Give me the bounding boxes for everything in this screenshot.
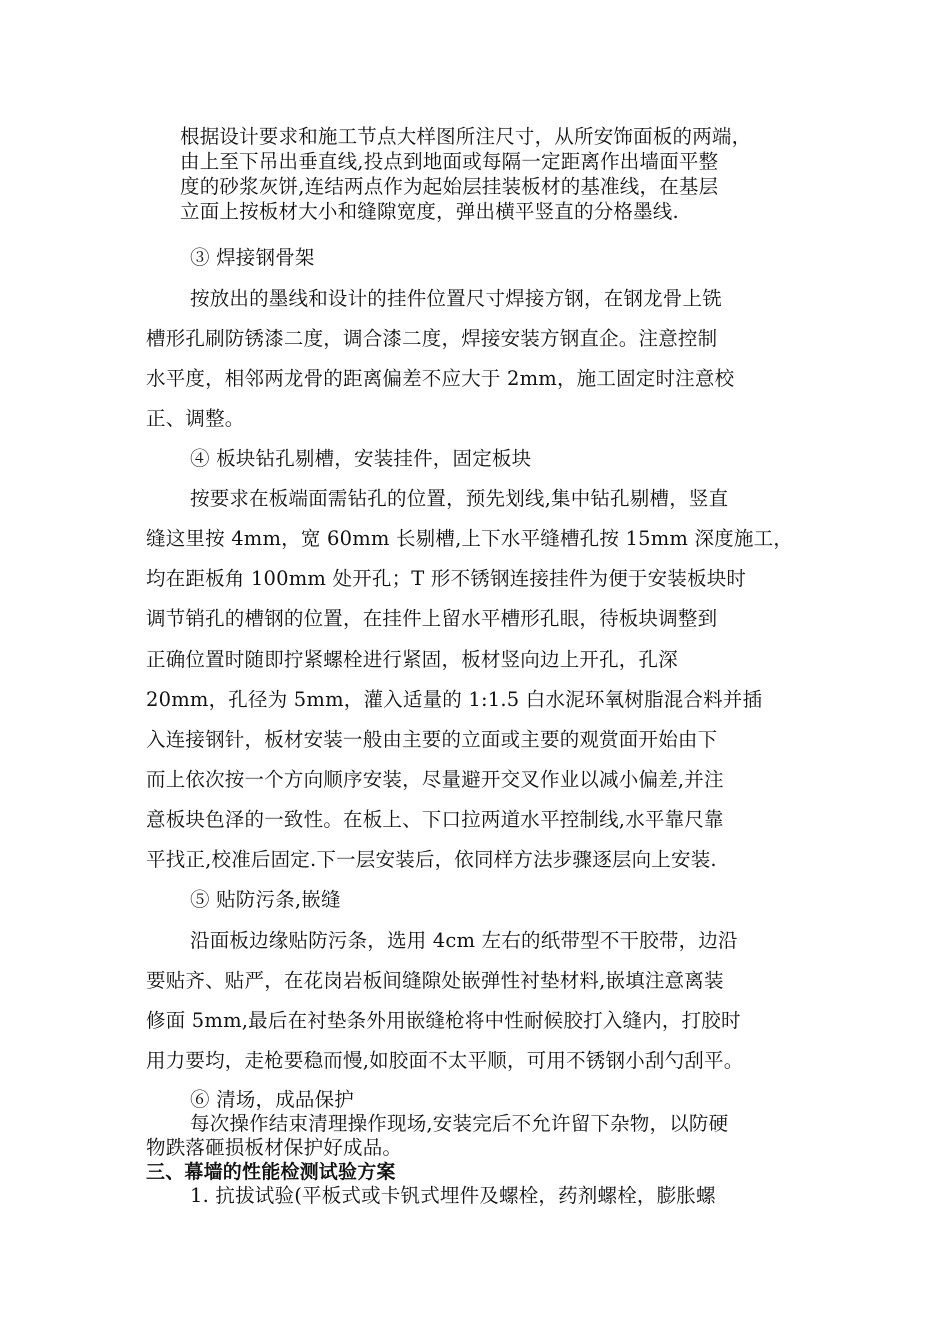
paragraph-3-line-8: 而上依次按一个方向顺序安装，尽量避开交叉作业以减小偏差,并注	[146, 768, 724, 791]
step-6-title: ⑥ 清场，成品保护	[190, 1088, 354, 1111]
paragraph-1-line-2: 由上至下吊出垂直线,投点到地面或每隔一定距离作出墙面平整	[180, 150, 719, 173]
paragraph-2-line-4: 正、调整。	[146, 407, 245, 430]
paragraph-1-line-4: 立面上按板材大小和缝隙宽度，弹出横平竖直的分格墨线.	[180, 200, 679, 223]
paragraph-4-line-3: 修面 5mm,最后在衬垫条外用嵌缝枪将中性耐候胶打入缝内，打胶时	[146, 1009, 741, 1032]
paragraph-3-line-6: 20mm，孔径为 5mm，灌入适量的 1:1.5 白水泥环氧树脂混合料并插	[146, 688, 763, 711]
paragraph-3-line-10: 平找正,校准后固定.下一层安装后，依同样方法步骤逐层向上安装.	[146, 848, 717, 871]
paragraph-2-line-2: 槽形孔刷防锈漆二度，调合漆二度，焊接安装方钢直企。注意控制	[146, 327, 718, 350]
paragraph-3-line-1: 按要求在板端面需钻孔的位置，预先划线,集中钻孔剔槽，竖直	[190, 487, 729, 510]
paragraph-4-line-1: 沿面板边缘贴防污条，选用 4cm 左右的纸带型不干胶带，边沿	[190, 929, 738, 952]
paragraph-3-line-5: 正确位置时随即拧紧螺栓进行紧固，板材竖向边上开孔，孔深	[146, 648, 678, 671]
step-3-title: ③ 焊接钢骨架	[190, 246, 315, 269]
paragraph-2-line-3: 水平度，相邻两龙骨的距离偏差不应大于 2mm，施工固定时注意校	[146, 367, 735, 390]
paragraph-1-line-1: 根据设计要求和施工节点大样图所注尺寸，从所安饰面板的两端，	[180, 125, 752, 148]
paragraph-1-line-3: 度的砂浆灰饼,连结两点作为起始层挂装板材的基准线，在基层	[180, 175, 719, 198]
paragraph-3-line-3: 均在距板角 100mm 处开孔；T 形不锈钢连接挂件为便于安装板块时	[146, 567, 747, 590]
paragraph-5-line-2: 物跌落砸损板材保护好成品。	[146, 1136, 403, 1159]
paragraph-3-line-7: 入连接钢针，板材安装一般由主要的立面或主要的观赏面开始由下	[146, 728, 718, 751]
paragraph-5-line-1: 每次操作结束清理操作现场,安装完后不允许留下杂物，以防硬	[190, 1112, 729, 1135]
step-5-title: ⑤ 贴防污条,嵌缝	[190, 888, 341, 911]
section-3-heading: 三、幕墙的性能检测试验方案	[146, 1161, 396, 1183]
paragraph-3-line-9: 意板块色泽的一致性。在板上、下口拉两道水平控制线,水平靠尺靠	[146, 808, 724, 831]
paragraph-4-line-4: 用力要均，走枪要稳而慢,如胶面不太平顺，可用不锈钢小刮勺刮平。	[146, 1049, 744, 1072]
list-item-1: 1. 抗拔试验(平板式或卡钒式埋件及螺栓，药剂螺栓，膨胀螺	[190, 1184, 716, 1207]
paragraph-4-line-2: 要贴齐、贴严，在花岗岩板间缝隙处嵌弹性衬垫材料,嵌填注意离装	[146, 969, 724, 992]
step-4-title: ④ 板块钻孔剔槽，安装挂件，固定板块	[190, 447, 532, 470]
paragraph-3-line-4: 调节销孔的槽钢的位置，在挂件上留水平槽形孔眼，待板块调整到	[146, 607, 718, 630]
paragraph-3-line-2: 缝这里按 4mm，宽 60mm 长剔槽,上下水平缝槽孔按 15mm 深度施工，	[146, 527, 793, 550]
paragraph-2-line-1: 按放出的墨线和设计的挂件位置尺寸焊接方钢，在钢龙骨上铣	[190, 287, 722, 310]
